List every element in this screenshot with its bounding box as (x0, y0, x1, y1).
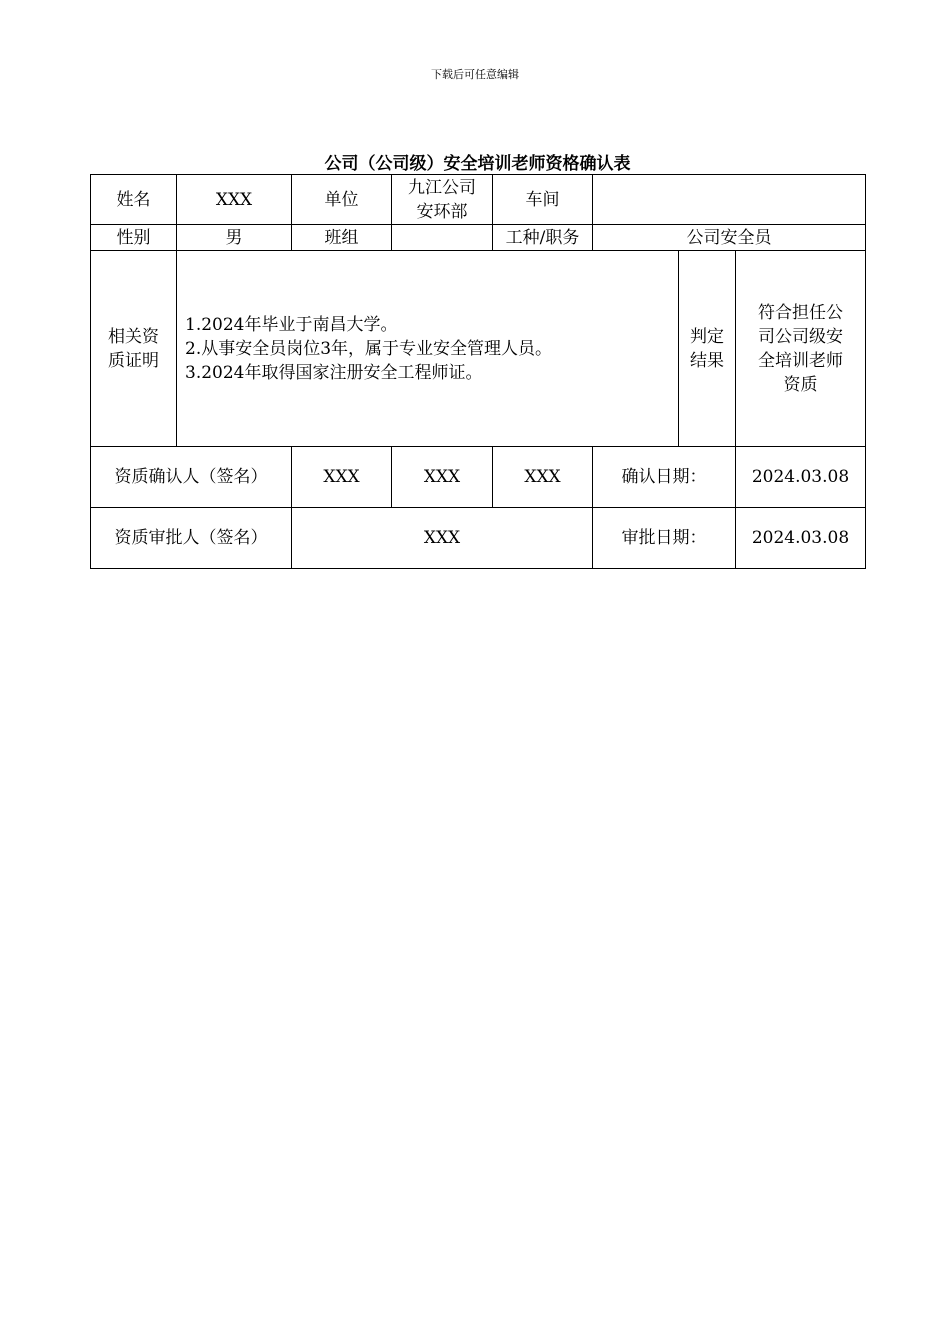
gender-value: 男 (177, 225, 292, 251)
unit-value (392, 175, 493, 225)
approve-date-label: 审批日期： (593, 508, 736, 569)
qualification-label-line-2: 质证明 (108, 350, 159, 371)
row-qualification (91, 251, 866, 447)
gender-label: 性别 (91, 225, 177, 251)
row-basic-info-2 (91, 225, 866, 251)
result-line-3: 全培训老师 (758, 350, 843, 371)
team-label: 班组 (292, 225, 392, 251)
approver-label: 资质审批人（签名） (91, 508, 292, 569)
confirmer-signature-3: XXX (493, 447, 593, 508)
qualification-form-table (90, 174, 866, 569)
confirm-date-value: 2024.03.08 (736, 447, 866, 508)
qualification-label-line-1: 相关资 (108, 326, 159, 347)
unit-value-line-1: 九江公司 (408, 177, 476, 198)
result-label (679, 251, 736, 447)
confirm-date-label: 确认日期： (593, 447, 736, 508)
result-line-4: 资质 (783, 374, 818, 395)
qualification-item: 2.从事安全员岗位3年，属于专业安全管理人员。 (185, 338, 553, 359)
row-basic-info-1 (91, 175, 866, 225)
row-approval (91, 508, 866, 569)
header-note: 下载后可任意编辑 (431, 68, 519, 81)
confirmer-signature-1: XXX (292, 447, 392, 508)
confirmer-label: 资质确认人（签名） (91, 447, 292, 508)
qualification-item: 1.2024年毕业于南昌大学。 (185, 314, 398, 335)
result-line-2: 司公司级安 (758, 326, 843, 347)
qualification-item: 3.2024年取得国家注册安全工程师证。 (185, 362, 483, 383)
qualification-label (91, 251, 177, 447)
qualification-details (177, 251, 679, 447)
approve-date-value: 2024.03.08 (736, 508, 866, 569)
job-label: 工种/职务 (493, 225, 593, 251)
document-title: 公司（公司级）安全培训老师资格确认表 (324, 154, 631, 174)
unit-value-line-2: 安环部 (416, 201, 468, 222)
row-confirmation (91, 447, 866, 508)
workshop-value (593, 175, 866, 225)
result-value (736, 251, 866, 447)
name-label: 姓名 (91, 175, 177, 225)
team-value (392, 225, 493, 251)
result-line-1: 符合担任公 (758, 302, 843, 323)
approver-signature: XXX (292, 508, 593, 569)
result-label-line-1: 判定 (690, 326, 724, 347)
unit-label: 单位 (292, 175, 392, 225)
job-value: 公司安全员 (593, 225, 866, 251)
result-label-line-2: 结果 (690, 350, 724, 371)
workshop-label: 车间 (493, 175, 593, 225)
name-value: XXX (177, 175, 292, 225)
confirmer-signature-2: XXX (392, 447, 493, 508)
